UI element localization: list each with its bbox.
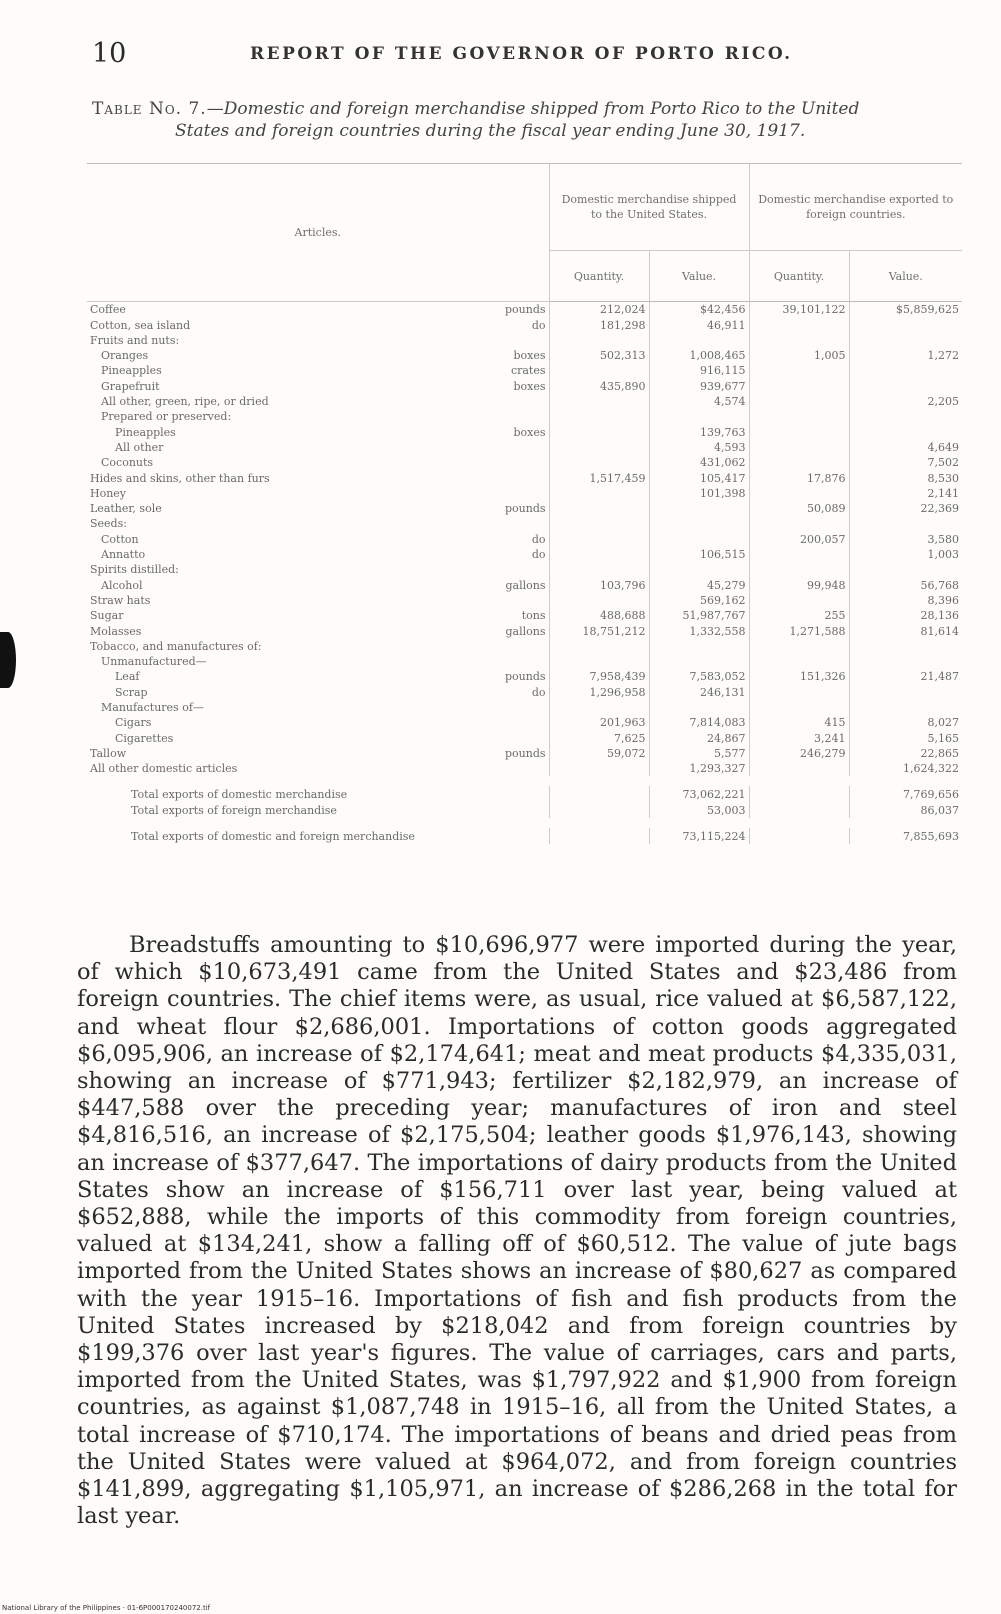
table-row	[87, 424, 962, 439]
row-foreign-quantity: 1,271,588	[749, 623, 849, 638]
row-foreign-value: 56,768	[849, 577, 962, 592]
total-us-value: 53,003	[649, 802, 749, 818]
row-foreign-value	[849, 317, 962, 332]
row-us-value: 24,867	[649, 730, 749, 745]
row-foreign-quantity: 1,005	[749, 348, 849, 363]
row-us-value: 569,162	[649, 593, 749, 608]
row-foreign-quantity	[749, 317, 849, 332]
row-foreign-quantity	[749, 455, 849, 470]
table-row	[87, 746, 962, 761]
row-article: Prepared or preserved:	[101, 410, 232, 424]
row-foreign-quantity	[749, 378, 849, 393]
row-us-value: 1,332,558	[649, 623, 749, 638]
row-us-value	[649, 639, 749, 654]
row-foreign-quantity: 17,876	[749, 470, 849, 485]
row-article: Tallow	[90, 746, 127, 760]
row-unit: do	[531, 318, 546, 332]
row-us-quantity: 212,024	[549, 302, 649, 318]
total-us-quantity-empty	[549, 786, 649, 802]
row-foreign-value: 8,027	[849, 715, 962, 730]
row-us-quantity	[549, 333, 649, 348]
row-us-value: 431,062	[649, 455, 749, 470]
row-us-quantity: 59,072	[549, 746, 649, 761]
grand-total-us-quantity-empty	[549, 828, 649, 844]
row-article: Cotton, sea island	[90, 318, 191, 332]
merchandise-table	[87, 163, 962, 844]
row-foreign-value	[849, 363, 962, 378]
row-article: Spirits distilled:	[90, 563, 179, 577]
row-article: Straw hats	[90, 593, 151, 607]
row-us-value	[649, 409, 749, 424]
row-foreign-quantity: 3,241	[749, 730, 849, 745]
row-us-quantity: 18,751,212	[549, 623, 649, 638]
row-us-quantity: 435,890	[549, 378, 649, 393]
grand-total-foreign-value: 7,855,693	[849, 828, 962, 844]
row-us-value: $42,456	[649, 302, 749, 318]
row-article: All other	[115, 440, 164, 454]
total-label: Total exports of foreign merchandise	[131, 804, 337, 818]
body-paragraph: Breadstuffs amounting to $10,696,977 were imported during the year, of which $10,673,491 came from the United States and $23,486 from foreign countries. The chief items were, as usual, rice valued at $6,587,122, and wheat flour $2,686,001. Importations of cotton goods aggregated $6,095,906, an increase of $2,174,641; meat and meat products $4,335,031, showing an increase of $771,943; fertilizer $2,182,979, an increase of $447,588 over the preceding year; manufactures of iron and steel $4,816,516, an increase of $2,175,504; leather goods $1,976,143, showing an increase of $377,647. The importations of dairy products from the United States show an increase of $156,711 over last year, being valued at $652,888, while the imports of this commodity from foreign countries, valued at $134,241, show a falling off of $60,512. The value of jute bags imported from the United States shows an increase of $80,627 as compared with the year 1915–16. Importations of fish and fish products from the United States increased by $218,042 and from foreign countries by $199,376 over last year's figures. The value of carriages, cars and parts, imported from the United States, was $1,797,922 and $1,900 from foreign countries, as against $1,087,748 in 1915–16, all from the United States, a total increase of $710,174. The importations of beans and dried peas from the United States were valued at $964,072, and from foreign countries $141,899, aggregating $1,105,971, an increase of $286,268 in the total for last year.	[77, 932, 957, 1530]
row-unit	[477, 715, 549, 730]
row-foreign-value	[849, 684, 962, 699]
caption-lead: Table No. 7.	[92, 99, 207, 119]
table-row	[87, 593, 962, 608]
row-article: Oranges	[101, 349, 149, 363]
row-article: Annatto	[101, 548, 146, 562]
row-foreign-quantity	[749, 394, 849, 409]
row-article: All other, green, ripe, or dried	[101, 395, 269, 409]
row-foreign-value: 5,165	[849, 730, 962, 745]
grand-total-us-value: 73,115,224	[649, 828, 749, 844]
articles-header: Articles.	[87, 164, 549, 302]
row-article: Coffee	[90, 303, 126, 317]
foreign-value-header: Value.	[849, 251, 962, 302]
total-us-value: 73,062,221	[649, 786, 749, 802]
row-article: All other domestic articles	[90, 762, 238, 776]
row-us-quantity	[549, 547, 649, 562]
row-us-value	[649, 333, 749, 348]
table-row	[87, 516, 962, 531]
row-foreign-quantity	[749, 486, 849, 501]
row-article: Tobacco, and manufactures of:	[90, 639, 262, 653]
row-unit: pounds	[504, 746, 546, 760]
table-row	[87, 363, 962, 378]
row-foreign-value: 1,624,322	[849, 761, 962, 776]
row-foreign-quantity	[749, 562, 849, 577]
table-row	[87, 470, 962, 485]
scan-edge-blot	[0, 632, 16, 688]
row-us-quantity	[549, 639, 649, 654]
row-article: Honey	[90, 486, 127, 500]
row-unit	[477, 562, 549, 577]
foreign-group-header: Domestic merchandise exported to foreign countries.	[749, 164, 962, 251]
table-row	[87, 654, 962, 669]
row-article: Sugar	[90, 609, 124, 623]
row-foreign-value: 81,614	[849, 623, 962, 638]
total-row	[87, 786, 962, 802]
row-foreign-quantity	[749, 547, 849, 562]
row-us-value	[649, 516, 749, 531]
caption-line-2: States and foreign countries during the fiscal year ending June 30, 1917.	[175, 121, 806, 141]
row-us-quantity: 488,688	[549, 608, 649, 623]
row-article: Fruits and nuts:	[90, 333, 180, 347]
row-foreign-value	[849, 424, 962, 439]
table-row	[87, 547, 962, 562]
row-article: Cigars	[115, 716, 152, 730]
spacer-cell	[87, 818, 962, 828]
row-foreign-quantity: 99,948	[749, 577, 849, 592]
row-foreign-quantity	[749, 593, 849, 608]
row-article: Grapefruit	[101, 379, 160, 393]
us-quantity-header: Quantity.	[549, 251, 649, 302]
row-article: Cotton	[101, 532, 139, 546]
row-us-quantity	[549, 409, 649, 424]
row-foreign-quantity: 255	[749, 608, 849, 623]
row-us-value: 916,115	[649, 363, 749, 378]
grand-total-foreign-quantity-empty	[749, 828, 849, 844]
row-unit: do	[531, 532, 546, 546]
row-us-quantity: 502,313	[549, 348, 649, 363]
row-foreign-quantity: 151,326	[749, 669, 849, 684]
table-row	[87, 394, 962, 409]
row-us-value: 939,677	[649, 378, 749, 393]
row-unit	[477, 394, 549, 409]
table-row	[87, 562, 962, 577]
row-article: Molasses	[90, 624, 142, 638]
row-us-value: 4,574	[649, 394, 749, 409]
row-foreign-quantity: 39,101,122	[749, 302, 849, 318]
row-us-quantity: 201,963	[549, 715, 649, 730]
row-article: Cigarettes	[115, 731, 174, 745]
table-caption	[92, 98, 972, 142]
table-row	[87, 501, 962, 516]
foreign-quantity-header: Quantity.	[749, 251, 849, 302]
page-number: 10	[92, 38, 127, 69]
row-unit: crates	[510, 364, 546, 378]
row-unit	[477, 700, 549, 715]
row-foreign-quantity	[749, 424, 849, 439]
row-unit	[477, 333, 549, 348]
table-spacer	[87, 818, 962, 828]
row-article: Pineapples	[101, 364, 162, 378]
row-foreign-quantity	[749, 639, 849, 654]
row-foreign-quantity	[749, 440, 849, 455]
spacer-cell	[87, 776, 962, 786]
row-foreign-value	[849, 333, 962, 348]
grand-total-label: Total exports of domestic and foreign merchandise	[131, 830, 415, 844]
table-body	[87, 302, 962, 845]
table-row	[87, 684, 962, 699]
total-foreign-value: 86,037	[849, 802, 962, 818]
row-foreign-quantity: 246,279	[749, 746, 849, 761]
row-foreign-quantity	[749, 516, 849, 531]
row-foreign-value: 7,502	[849, 455, 962, 470]
row-foreign-value	[849, 516, 962, 531]
total-label: Total exports of domestic merchandise	[131, 788, 348, 802]
row-unit: do	[531, 685, 546, 699]
row-us-value: 139,763	[649, 424, 749, 439]
row-us-quantity	[549, 516, 649, 531]
row-foreign-quantity: 50,089	[749, 501, 849, 516]
row-article: Hides and skins, other than furs	[90, 471, 270, 485]
row-foreign-value	[849, 562, 962, 577]
table-row	[87, 761, 962, 776]
row-us-value: 106,515	[649, 547, 749, 562]
row-unit	[477, 730, 549, 745]
row-unit	[477, 470, 549, 485]
row-us-value	[649, 531, 749, 546]
row-article: Leaf	[115, 670, 140, 684]
row-unit: pounds	[504, 502, 546, 516]
total-foreign-quantity-empty	[749, 786, 849, 802]
row-foreign-value: 3,580	[849, 531, 962, 546]
grand-total-row	[87, 828, 962, 844]
table-row	[87, 715, 962, 730]
row-us-value: 46,911	[649, 317, 749, 332]
row-us-value: 7,814,083	[649, 715, 749, 730]
row-us-quantity	[549, 654, 649, 669]
table-row	[87, 577, 962, 592]
row-us-value	[649, 654, 749, 669]
table-row	[87, 531, 962, 546]
table-row	[87, 333, 962, 348]
row-us-quantity: 1,517,459	[549, 470, 649, 485]
row-foreign-value	[849, 639, 962, 654]
row-foreign-quantity	[749, 684, 849, 699]
us-value-header: Value.	[649, 251, 749, 302]
row-us-quantity	[549, 440, 649, 455]
row-us-quantity	[549, 761, 649, 776]
table-row	[87, 378, 962, 393]
row-foreign-value: $5,859,625	[849, 302, 962, 318]
row-article: Seeds:	[90, 517, 127, 531]
row-article: Leather, sole	[90, 502, 162, 516]
row-us-quantity	[549, 700, 649, 715]
table-row	[87, 486, 962, 501]
row-foreign-value: 8,396	[849, 593, 962, 608]
row-us-value	[649, 562, 749, 577]
row-foreign-quantity	[749, 654, 849, 669]
row-foreign-quantity	[749, 409, 849, 424]
row-unit	[477, 593, 549, 608]
row-foreign-quantity	[749, 761, 849, 776]
row-us-quantity	[549, 363, 649, 378]
row-unit: gallons	[505, 578, 546, 592]
table-row	[87, 440, 962, 455]
row-unit	[477, 639, 549, 654]
row-unit: do	[531, 548, 546, 562]
row-foreign-quantity	[749, 333, 849, 348]
row-us-value: 1,293,327	[649, 761, 749, 776]
row-us-quantity: 103,796	[549, 577, 649, 592]
row-us-quantity	[549, 394, 649, 409]
row-us-value: 45,279	[649, 577, 749, 592]
running-title: REPORT OF THE GOVERNOR OF PORTO RICO.	[250, 44, 793, 64]
row-us-quantity	[549, 593, 649, 608]
row-unit	[477, 761, 549, 776]
row-us-quantity	[549, 486, 649, 501]
row-foreign-value: 21,487	[849, 669, 962, 684]
row-unit	[477, 409, 549, 424]
row-foreign-value: 1,272	[849, 348, 962, 363]
row-foreign-value: 22,369	[849, 501, 962, 516]
row-unit	[477, 654, 549, 669]
table-row	[87, 455, 962, 470]
row-foreign-value	[849, 700, 962, 715]
row-foreign-value: 2,141	[849, 486, 962, 501]
row-foreign-value: 22,865	[849, 746, 962, 761]
row-unit: pounds	[504, 303, 546, 317]
row-article: Unmanufactured—	[101, 655, 207, 669]
row-us-quantity	[549, 501, 649, 516]
row-us-quantity	[549, 455, 649, 470]
row-foreign-value: 2,205	[849, 394, 962, 409]
row-us-value: 105,417	[649, 470, 749, 485]
total-foreign-value: 7,769,656	[849, 786, 962, 802]
row-unit: boxes	[513, 425, 546, 439]
row-foreign-quantity: 415	[749, 715, 849, 730]
row-foreign-quantity: 200,057	[749, 531, 849, 546]
row-foreign-value: 8,530	[849, 470, 962, 485]
row-us-quantity: 181,298	[549, 317, 649, 332]
row-us-value: 5,577	[649, 746, 749, 761]
row-foreign-value: 28,136	[849, 608, 962, 623]
table-row	[87, 317, 962, 332]
row-us-value: 101,398	[649, 486, 749, 501]
row-foreign-value: 1,003	[849, 547, 962, 562]
row-unit: tons	[521, 609, 546, 623]
table-row	[87, 348, 962, 363]
row-foreign-value: 4,649	[849, 440, 962, 455]
scan-footer: National Library of the Philippines · 01-6P000170240072.tif	[2, 1604, 211, 1612]
row-us-quantity	[549, 424, 649, 439]
row-us-quantity	[549, 562, 649, 577]
row-us-value: 1,008,465	[649, 348, 749, 363]
row-us-quantity: 1,296,958	[549, 684, 649, 699]
row-unit	[477, 486, 549, 501]
row-us-value: 51,987,767	[649, 608, 749, 623]
row-foreign-quantity	[749, 700, 849, 715]
row-us-value: 7,583,052	[649, 669, 749, 684]
table-row	[87, 623, 962, 638]
total-row	[87, 802, 962, 818]
row-unit: boxes	[513, 349, 546, 363]
table-row	[87, 409, 962, 424]
table-row	[87, 302, 962, 318]
row-foreign-value	[849, 378, 962, 393]
row-article: Pineapples	[115, 425, 176, 439]
row-unit	[477, 440, 549, 455]
row-unit	[477, 516, 549, 531]
row-us-quantity: 7,958,439	[549, 669, 649, 684]
row-unit	[477, 455, 549, 470]
table-row	[87, 669, 962, 684]
row-foreign-value	[849, 409, 962, 424]
row-article: Manufactures of—	[101, 701, 204, 715]
row-foreign-quantity	[749, 363, 849, 378]
us-group-header: Domestic merchandise shipped to the United States.	[549, 164, 749, 251]
row-unit: boxes	[513, 379, 546, 393]
row-us-value	[649, 501, 749, 516]
total-foreign-quantity-empty	[749, 802, 849, 818]
table-row	[87, 608, 962, 623]
row-us-value	[649, 700, 749, 715]
row-article: Scrap	[115, 685, 148, 699]
row-us-quantity: 7,625	[549, 730, 649, 745]
caption-line-1: —Domestic and foreign merchandise shipped from Porto Rico to the United	[206, 99, 860, 119]
row-foreign-value	[849, 654, 962, 669]
row-article: Coconuts	[101, 456, 154, 470]
row-unit: pounds	[504, 670, 546, 684]
row-unit: gallons	[505, 624, 546, 638]
table-row	[87, 730, 962, 745]
total-us-quantity-empty	[549, 802, 649, 818]
row-us-quantity	[549, 531, 649, 546]
row-us-value: 4,593	[649, 440, 749, 455]
table-row	[87, 639, 962, 654]
row-article: Alcohol	[101, 578, 143, 592]
row-us-value: 246,131	[649, 684, 749, 699]
table-row	[87, 700, 962, 715]
table-spacer	[87, 776, 962, 786]
